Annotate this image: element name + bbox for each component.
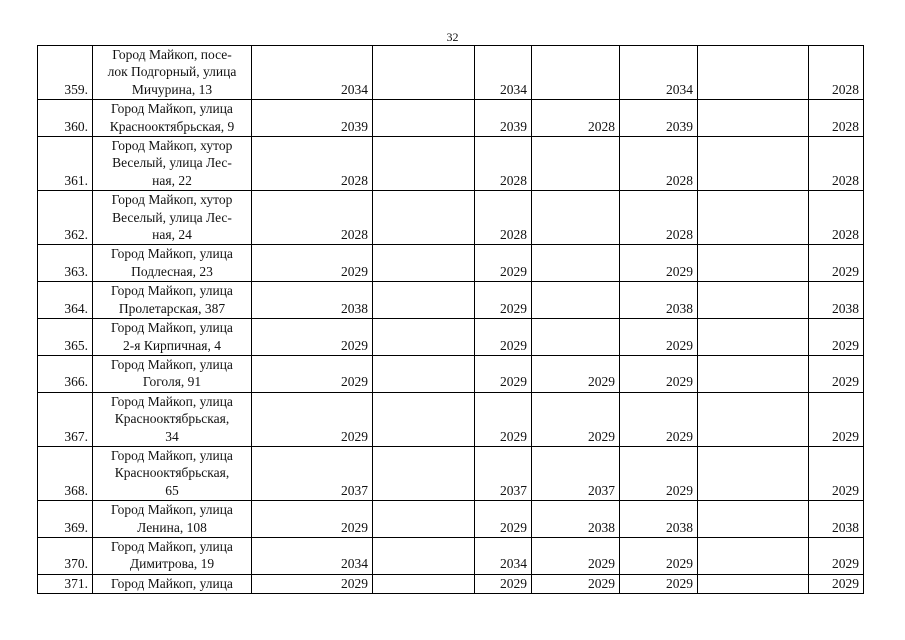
year-cell: 2029	[252, 245, 373, 282]
year-cell: 2038	[532, 501, 620, 538]
year-cell: 2039	[475, 100, 532, 137]
year-cell: 2029	[475, 355, 532, 392]
year-cell	[373, 574, 475, 593]
table-row	[38, 245, 864, 282]
address-cell: Город Майкоп, улица Краснооктябрьская, 65	[93, 446, 252, 500]
year-cell: 2028	[475, 191, 532, 245]
table-row	[38, 282, 864, 319]
year-cell	[698, 137, 809, 191]
year-cell: 2037	[475, 446, 532, 500]
year-cell: 2029	[475, 392, 532, 446]
year-cell	[532, 245, 620, 282]
year-cell: 2029	[809, 392, 864, 446]
year-cell: 2029	[475, 319, 532, 356]
table-row	[38, 191, 864, 245]
row-number: 361.	[38, 137, 93, 191]
year-cell: 2028	[620, 137, 698, 191]
year-cell	[373, 392, 475, 446]
year-cell	[698, 574, 809, 593]
year-cell: 2029	[252, 392, 373, 446]
year-cell: 2038	[620, 282, 698, 319]
year-cell: 2029	[620, 392, 698, 446]
year-cell: 2029	[809, 319, 864, 356]
year-cell: 2029	[475, 501, 532, 538]
table-row	[38, 319, 864, 356]
table-row	[38, 355, 864, 392]
year-cell	[373, 282, 475, 319]
year-cell	[373, 501, 475, 538]
table-row	[38, 137, 864, 191]
year-cell: 2028	[252, 191, 373, 245]
year-cell	[698, 245, 809, 282]
address-cell: Город Майкоп, улица Пролетарская, 387	[93, 282, 252, 319]
row-number: 368.	[38, 446, 93, 500]
year-cell: 2029	[620, 355, 698, 392]
address-cell: Город Майкоп, улица	[93, 574, 252, 593]
year-cell: 2029	[532, 574, 620, 593]
year-cell: 2029	[620, 245, 698, 282]
table-row	[38, 392, 864, 446]
year-cell: 2034	[475, 46, 532, 100]
row-number: 367.	[38, 392, 93, 446]
year-cell	[373, 100, 475, 137]
table-row	[38, 46, 864, 100]
year-cell: 2029	[475, 245, 532, 282]
address-cell: Город Майкоп, улица Подлесная, 23	[93, 245, 252, 282]
year-cell	[373, 446, 475, 500]
address-cell: Город Майкоп, улица 2-я Кирпичная, 4	[93, 319, 252, 356]
year-cell	[698, 446, 809, 500]
year-cell: 2028	[809, 46, 864, 100]
year-cell: 2028	[620, 191, 698, 245]
data-table	[37, 45, 864, 594]
year-cell: 2029	[532, 537, 620, 574]
year-cell: 2029	[252, 501, 373, 538]
year-cell	[532, 46, 620, 100]
year-cell: 2029	[252, 574, 373, 593]
address-cell: Город Майкоп, посе- лок Подгорный, улица Мичурина, 13	[93, 46, 252, 100]
year-cell: 2029	[809, 245, 864, 282]
year-cell: 2028	[809, 191, 864, 245]
year-cell	[373, 137, 475, 191]
year-cell	[698, 46, 809, 100]
year-cell: 2034	[475, 537, 532, 574]
address-cell: Город Майкоп, улица Ленина, 108	[93, 501, 252, 538]
year-cell	[698, 537, 809, 574]
address-cell: Город Майкоп, хутор Веселый, улица Лес- ная, 24	[93, 191, 252, 245]
year-cell	[532, 137, 620, 191]
year-cell: 2029	[809, 574, 864, 593]
year-cell: 2028	[809, 137, 864, 191]
year-cell: 2039	[620, 100, 698, 137]
year-cell	[532, 191, 620, 245]
year-cell	[532, 282, 620, 319]
address-cell: Город Майкоп, улица Краснооктябрьская, 34	[93, 392, 252, 446]
year-cell	[373, 319, 475, 356]
year-cell: 2029	[532, 355, 620, 392]
row-number: 362.	[38, 191, 93, 245]
table-body	[38, 46, 864, 594]
table-row	[38, 537, 864, 574]
row-number: 364.	[38, 282, 93, 319]
year-cell	[698, 100, 809, 137]
year-cell: 2029	[620, 319, 698, 356]
year-cell: 2029	[475, 574, 532, 593]
row-number: 360.	[38, 100, 93, 137]
table-row	[38, 574, 864, 593]
table-row	[38, 446, 864, 500]
year-cell	[373, 245, 475, 282]
year-cell: 2037	[532, 446, 620, 500]
year-cell: 2037	[252, 446, 373, 500]
address-cell: Город Майкоп, улица Краснооктябрьская, 9	[93, 100, 252, 137]
page-number: 32	[446, 30, 459, 44]
year-cell: 2028	[809, 100, 864, 137]
year-cell: 2029	[809, 446, 864, 500]
row-number: 370.	[38, 537, 93, 574]
year-cell	[373, 46, 475, 100]
year-cell: 2029	[809, 355, 864, 392]
row-number: 359.	[38, 46, 93, 100]
address-cell: Город Майкоп, улица Гоголя, 91	[93, 355, 252, 392]
row-number: 363.	[38, 245, 93, 282]
year-cell: 2034	[252, 537, 373, 574]
address-cell: Город Майкоп, улица Димитрова, 19	[93, 537, 252, 574]
year-cell: 2038	[809, 501, 864, 538]
address-cell: Город Майкоп, хутор Веселый, улица Лес- ная, 22	[93, 137, 252, 191]
year-cell: 2029	[475, 282, 532, 319]
year-cell	[373, 537, 475, 574]
year-cell: 2034	[620, 46, 698, 100]
year-cell: 2039	[252, 100, 373, 137]
year-cell: 2038	[620, 501, 698, 538]
row-number: 366.	[38, 355, 93, 392]
year-cell	[698, 501, 809, 538]
table-row	[38, 100, 864, 137]
row-number: 365.	[38, 319, 93, 356]
year-cell: 2029	[532, 392, 620, 446]
year-cell: 2029	[809, 537, 864, 574]
year-cell: 2034	[252, 46, 373, 100]
year-cell	[373, 355, 475, 392]
row-number: 371.	[38, 574, 93, 593]
year-cell: 2028	[252, 137, 373, 191]
year-cell: 2029	[620, 537, 698, 574]
table-row	[38, 501, 864, 538]
year-cell	[698, 355, 809, 392]
year-cell: 2038	[252, 282, 373, 319]
row-number: 369.	[38, 501, 93, 538]
year-cell	[698, 191, 809, 245]
year-cell	[698, 319, 809, 356]
year-cell: 2028	[532, 100, 620, 137]
year-cell: 2029	[620, 574, 698, 593]
year-cell: 2028	[475, 137, 532, 191]
year-cell	[532, 319, 620, 356]
year-cell: 2029	[620, 446, 698, 500]
year-cell: 2029	[252, 355, 373, 392]
year-cell: 2038	[809, 282, 864, 319]
year-cell	[698, 282, 809, 319]
year-cell	[698, 392, 809, 446]
year-cell: 2029	[252, 319, 373, 356]
year-cell	[373, 191, 475, 245]
